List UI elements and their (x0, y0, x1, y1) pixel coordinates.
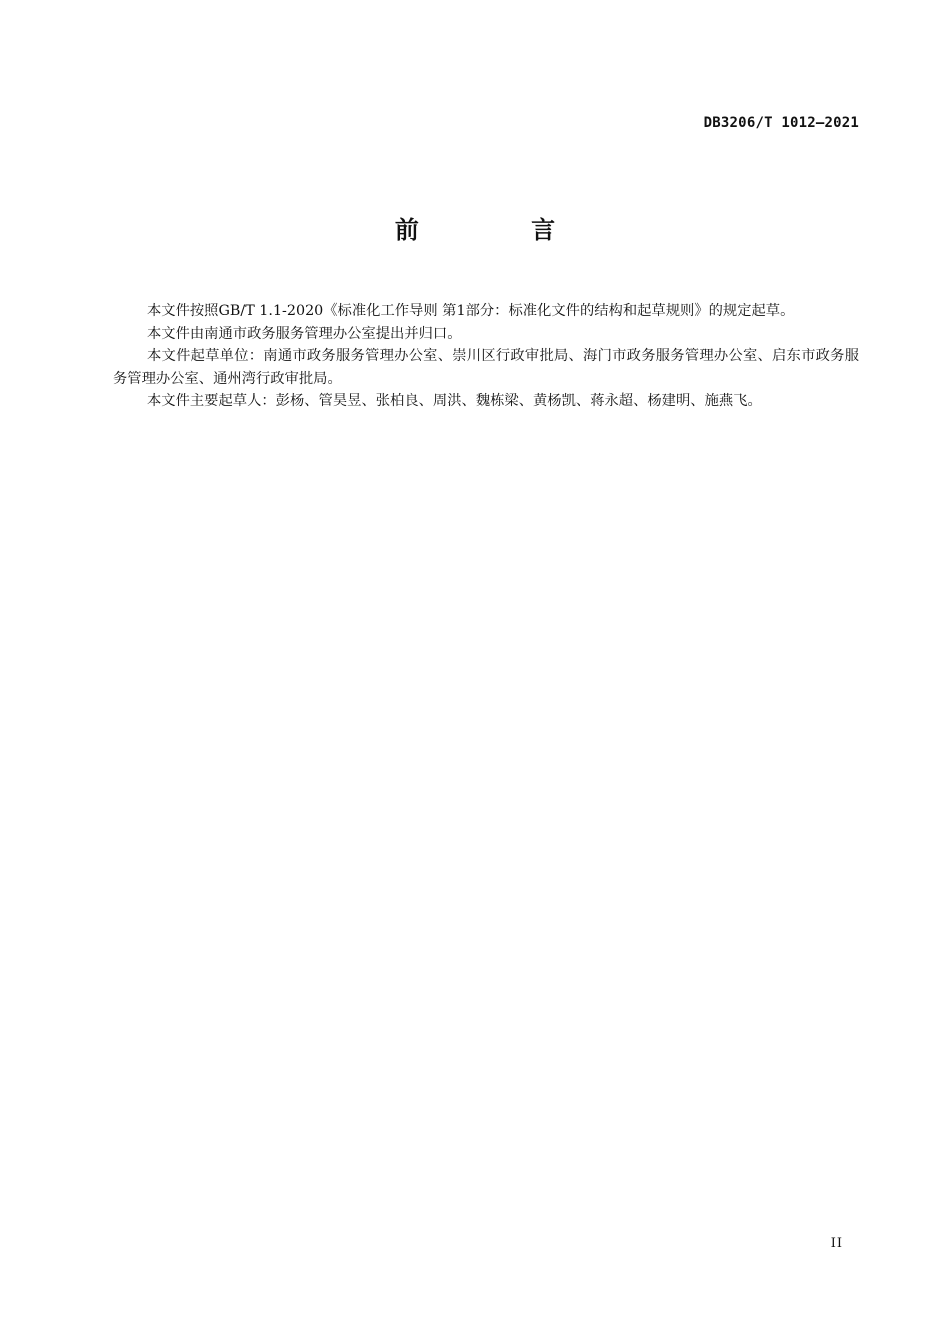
page-number: II (830, 1236, 843, 1251)
foreword-body (113, 300, 859, 413)
paragraph-drafting-units: 本文件起草单位：南通市政务服务管理办公室、崇川区行政审批局、海门市政务服务管理办公室、启东市政务服务管理办公室、通州湾行政审批局。 (113, 348, 859, 387)
page-title: 前 言 (394, 216, 608, 244)
document-code: DB3206/T 1012—2021 (703, 115, 859, 131)
paragraph-proposer: 本文件由南通市政务服务管理办公室提出并归口。 (147, 325, 462, 342)
paragraph-drafters: 本文件主要起草人：彭杨、管昊昱、张柏良、周洪、魏栋梁、黄杨凯、蒋永超、杨建明、施燕飞。 (147, 393, 762, 409)
paragraph-drafting-basis: 本文件按照GB/T 1.1-2020《标准化工作导则 第1部分：标准化文件的结构和起草规则》的规定起草。 (147, 303, 795, 319)
